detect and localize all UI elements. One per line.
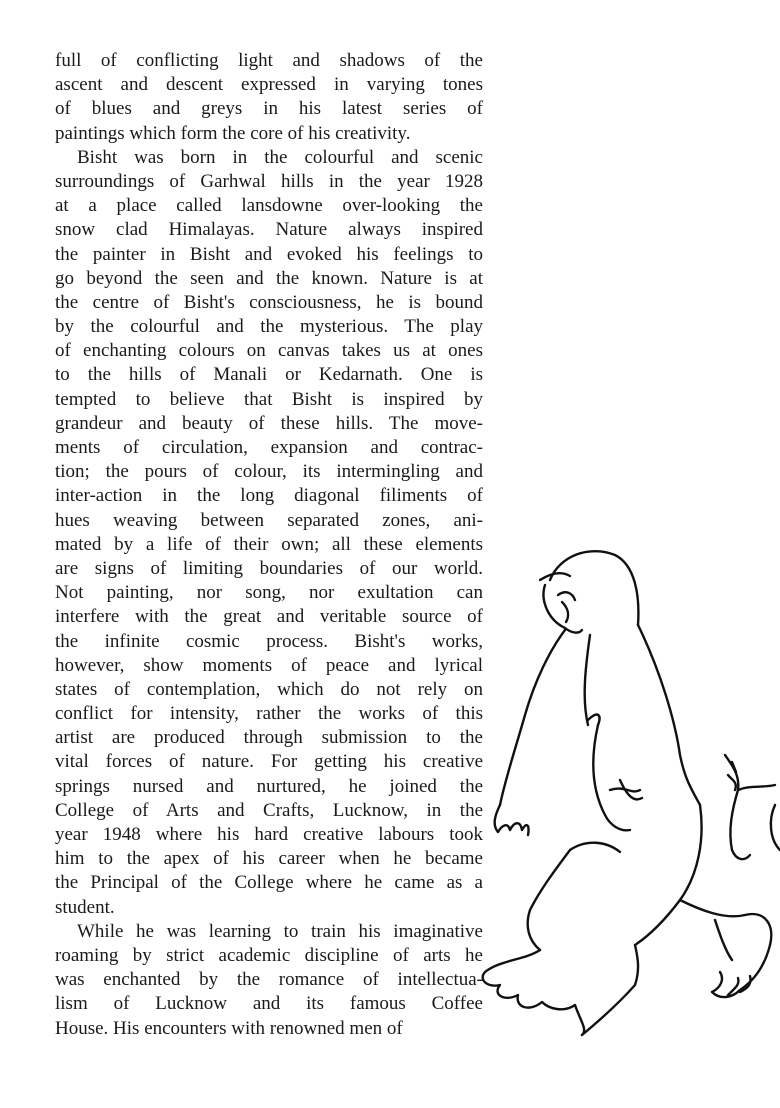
sketch-stroke (582, 945, 638, 1035)
text-line: the Principal of the College where he came as a (55, 872, 483, 894)
sketch-stroke (570, 843, 620, 852)
text-line: of blues and greys in his latest series of (55, 98, 483, 120)
text-line: tempted to believe that Bisht is inspired by (55, 388, 483, 410)
text-line: at a place called lansdowne over-looking the (55, 195, 483, 217)
text-line: interfere with the great and veritable source of (55, 606, 483, 628)
text-line: are signs of limiting boundaries of our world. (55, 557, 483, 579)
text-line: him to the apex of his career when he became (55, 848, 483, 870)
text-line: conflict for intensity, rather the works of this (55, 703, 483, 725)
text-line: by the colourful and the mysterious. The play (55, 316, 483, 338)
text-line: tion; the pours of colour, its intermingling and (55, 461, 483, 483)
text-line: grandeur and beauty of these hills. The move- (55, 412, 483, 434)
text-line: go beyond the seen and the known. Nature is at (55, 267, 483, 289)
body-text (55, 49, 483, 1041)
text-line: hues weaving between separated zones, ani- (55, 509, 483, 531)
sketch-stroke (771, 805, 780, 850)
text-line: was enchanted by the romance of intellectua- (55, 969, 483, 991)
text-line: the painter in Bisht and evoked his feelings to (55, 243, 483, 265)
text-line: however, show moments of peace and lyrical (55, 654, 483, 676)
sketch-stroke (550, 551, 638, 625)
text-line: the centre of Bisht's consciousness, he is bound (55, 291, 483, 313)
sketch-stroke (725, 755, 775, 790)
sketch-stroke (500, 630, 565, 805)
text-line: surroundings of Garhwal hills in the year 1928 (55, 170, 483, 192)
sketch-stroke (712, 945, 770, 997)
text-line: ascent and descent expressed in varying tones (55, 74, 483, 96)
text-line: full of conflicting light and shadows of the (55, 50, 483, 71)
text-line: Not painting, nor song, nor exultation can (55, 582, 483, 604)
text-line: mated by a life of their own; all these elements (55, 533, 483, 555)
text-line: lism of Lucknow and its famous Coffee (55, 993, 483, 1015)
text-line: student. (55, 896, 115, 918)
sketch-stroke (558, 592, 575, 600)
text-line: College of Arts and Crafts, Lucknow, in the (55, 799, 483, 821)
text-line: vital forces of nature. For getting his creative (55, 751, 483, 773)
sketch-stroke (585, 635, 590, 725)
sketch-stroke (562, 602, 568, 622)
text-line: states of contemplation, which do not rely on (55, 678, 483, 700)
paragraph (55, 146, 483, 920)
paragraph (55, 49, 483, 146)
sketch-stroke (483, 950, 584, 1035)
text-line: springs nursed and nurtured, he joined the (55, 775, 483, 797)
text-line: ments of circulation, expansion and contrac- (55, 437, 483, 458)
text-line: paintings which form the core of his creativity. (55, 122, 411, 144)
sketch-stroke (593, 725, 630, 830)
sketch-stroke (715, 920, 732, 960)
text-line: snow clad Himalayas. Nature always inspired (55, 219, 483, 241)
sketch-stroke (638, 625, 700, 805)
sketch-stroke (610, 780, 642, 799)
sketch-stroke (680, 900, 771, 945)
sketch-stroke (495, 805, 529, 835)
sketch-stroke (528, 850, 570, 950)
text-line: roaming by strict academic discipline of arts he (55, 944, 483, 966)
sketch-stroke (730, 790, 750, 859)
text-line: House. His encounters with renowned men of (55, 1017, 403, 1039)
sketch-stroke (588, 715, 600, 725)
text-line: artist are produced through submission to the (55, 727, 483, 749)
text-line: inter-action in the long diagonal filiments of (55, 485, 483, 507)
text-line: the infinite cosmic process. Bisht's works, (55, 630, 483, 652)
text-line: year 1948 where his hard creative labours took (55, 824, 483, 845)
text-line: of enchanting colours on canvas takes us at ones (55, 340, 483, 362)
sketch-stroke (540, 573, 570, 580)
line-drawing-seated-figure-icon (470, 540, 780, 1040)
text-line: Bisht was born in the colourful and scenic (77, 146, 483, 168)
text-line: While he was learning to train his imaginative (77, 920, 483, 942)
paragraph (55, 920, 483, 1041)
text-line: to the hills of Manali or Kedarnath. One is (55, 364, 483, 386)
sketch-stroke (635, 805, 702, 945)
